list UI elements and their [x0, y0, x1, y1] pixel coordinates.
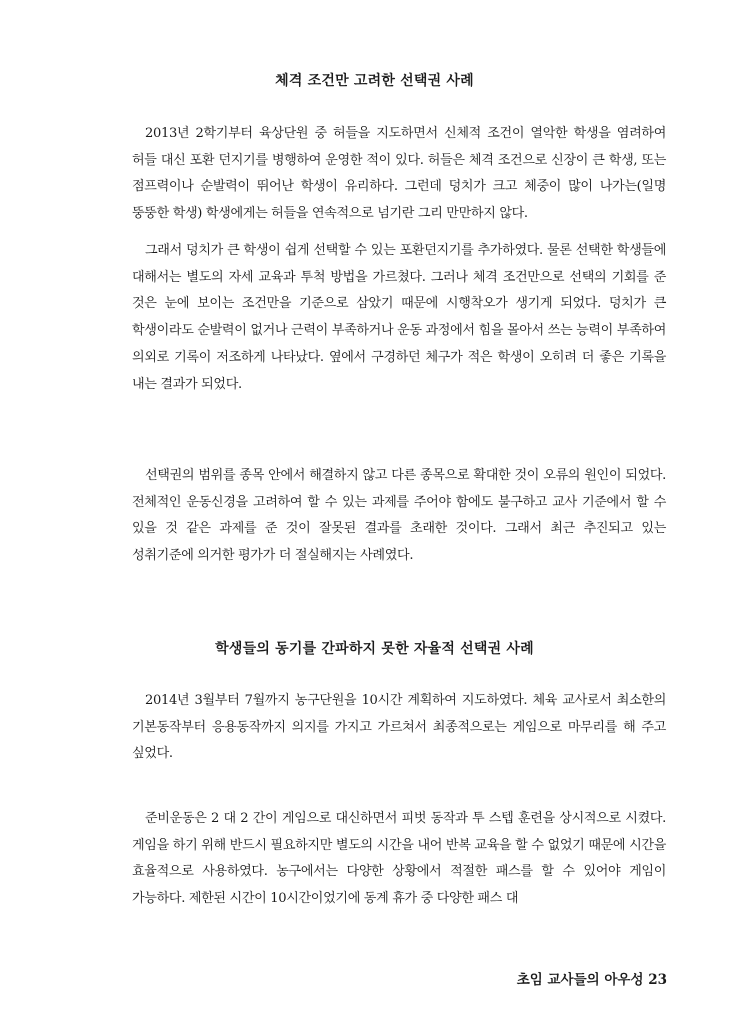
section-1-paragraph-2: 그래서 덩치가 큰 학생이 쉽게 선택할 수 있는 포환던지기를 추가하였다. 물론 선택한 학생들에 대해서는 별도의 자세 교육과 투척 방법을 가르쳤다. 그러나 체격 조건만으로 선택의 기회를 준 것은 눈에 보이는 조건만을 기준으로 삼았기 때문에 시행착오가 생기게 되었다. 덩치가 큰 학생이라도 순발력이 없거나 근력이 부족하거나 운동 과정에서 힘을 몰아서 쓰는 능력이 부족하여 의외로 기록이 저조하게 나타났다. 옆에서 구경하던 체구가 적은 학생이 오히려 더 좋은 기록을 내는 결과가 되었다. [132, 243, 666, 392]
page-footer [517, 968, 667, 988]
section-2-paragraph-2: 준비운동은 2 대 2 간이 게임으로 대신하면서 피벗 동작과 투 스텝 훈련을 상시적으로 시켰다. 게임을 하기 위해 반드시 필요하지만 별도의 시간을 내어 반복 교육을 할 수 없었기 때문에 시간을 효율적으로 사용하였다. 농구에서는 다양한 상황에서 적절한 패스를 할 수 있어야 게임이 가능하다. 제한된 시간이 10시간이었기에 동계 휴가 중 다양한 패스 대 [132, 811, 666, 907]
section-1-paragraph-3: 선택권의 범위를 종목 안에서 해결하지 않고 다른 종목으로 확대한 것이 오류의 원인이 되었다. 전체적인 운동신경을 고려하여 할 수 있는 과제를 주어야 함에도 불구하고 교사 기준에서 할 수 있을 것 같은 과제를 준 것이 잘못된 결과를 초래한 것이다. 그래서 최근 추진되고 있는 성취기준에 의거한 평가가 더 절실해지는 사례였다. [132, 468, 666, 564]
section-1-paragraph-1: 2013년 2학기부터 육상단원 중 허들을 지도하면서 신체적 조건이 열악한 학생을 염려하여 허들 대신 포환 던지기를 병행하여 운영한 적이 있다. 허들은 체격 조건으로 신장이 큰 학생, 또는 점프력이나 순발력이 뛰어난 학생이 유리하다. 그런데 덩치가 크고 체중이 많이 나가는(일명 뚱뚱한 학생) 학생에게는 허들을 연속적으로 넘기란 그리 만만하지 않다. [132, 126, 666, 222]
section-1-heading: 체격 조건만 고려한 선택권 사례 [275, 73, 474, 89]
section-2-paragraph-1: 2014년 3월부터 7월까지 농구단원을 10시간 계획하여 지도하였다. 체육 교사로서 최소한의 기본동작부터 응용동작까지 의지를 가지고 가르쳐서 최종적으로는 게임으로 마무리를 해 주고 싶었다. [132, 693, 666, 762]
section-2-heading: 학생들의 동기를 간파하지 못한 자율적 선택권 사례 [215, 641, 534, 657]
page-number: 23 [648, 972, 667, 988]
running-title: 초임 교사들의 아우성 [516, 972, 644, 988]
